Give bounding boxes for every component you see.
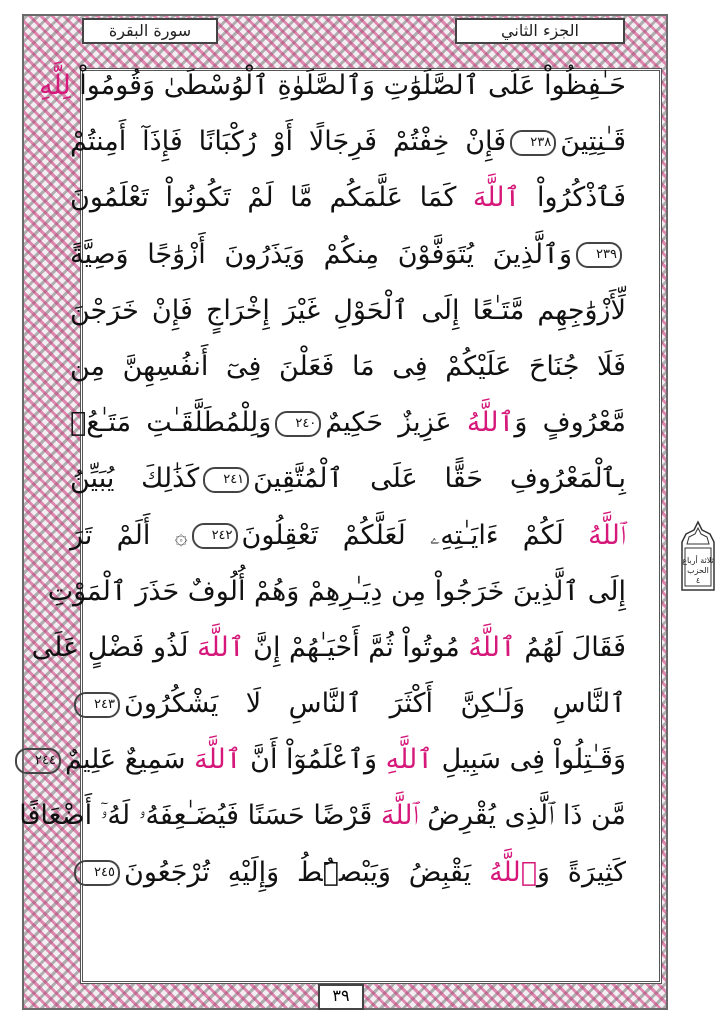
divine-name: ٱللَّهِ <box>385 744 434 776</box>
verse-line <box>70 508 626 564</box>
verse-line <box>19 788 626 844</box>
divine-name: ٱللَّهَ <box>472 182 521 214</box>
verse-text: حَـٰفِظُواْ عَلَى ٱلصَّلَوَٰتِ وَٱلصَّلَوٰةِ ٱلْوُسْطَىٰ وَقُومُواْ <box>70 70 626 101</box>
verse-line <box>35 732 626 788</box>
hizb-line2: الحزب <box>687 566 709 575</box>
verse-line <box>47 564 626 620</box>
divine-name: ٱللَّهُ <box>466 407 515 439</box>
ayah-number-marker: ٢٣٨ <box>510 130 556 156</box>
ayah-number-marker: ٢٤٤ <box>15 748 61 774</box>
verse-text: سَمِيعٌ عَلِيمٌ <box>65 744 195 776</box>
verse-line <box>70 114 626 170</box>
verse-text: مَّن ذَا ٱلَّذِى يُقْرِضُ <box>418 800 626 832</box>
ayah-number-marker: ٢٤٣ <box>74 692 120 718</box>
verse-text: لِّأَزْوَٰجِهِم مَّتَـٰعًا إِلَى ٱلْحَوْلِ غَيْرَ إِخْرَاجٍ فَإِنْ خَرَجْنَ <box>70 294 626 326</box>
verse-text: قَرْضًا حَسَنًا فَيُضَـٰعِفَهُۥ لَهُۥٓ أَضْعَافًا <box>19 800 381 832</box>
juz-title: الجزء الثاني <box>501 21 579 40</box>
verse-text: يَقْبِضُ وَيَبْصُۜطُ وَإِلَيْهِ تُرْجَعُونَ <box>124 856 490 888</box>
divine-name: ٱللَّهَ <box>197 631 245 663</box>
divine-name: ٱللَّهَ <box>194 744 242 776</box>
juz-title-box <box>455 18 625 44</box>
ayah-number-marker: ٢٤١ <box>203 467 249 493</box>
verse-text: أَلَمْ تَرَ <box>70 519 175 551</box>
rub-el-hizb-icon: ۞ <box>174 524 188 550</box>
ayah-number-marker: ٢٤٥ <box>74 860 120 886</box>
verse-line <box>70 451 626 507</box>
hizb-line3: ٤ <box>695 576 701 585</box>
verse-line <box>70 676 626 732</box>
verse-line <box>70 170 626 226</box>
verse-text: وَٱلَّذِينَ يُتَوَفَّوْنَ مِنكُمْ وَيَذَرُونَ أَزْوَٰجًا وَصِيَّةً <box>70 238 572 270</box>
divine-name: ٱللَّهُ <box>489 856 537 888</box>
verse-line <box>70 227 626 283</box>
verse-text: عَزِيزٌ حَكِيمٌ <box>325 407 467 439</box>
surah-title: سورة البقرة <box>108 21 192 40</box>
verse-text: فَقَالَ لَهُمُ <box>515 631 626 663</box>
verse-text: وَٱعْلَمُوٓاْ أَنَّ <box>241 744 386 776</box>
divine-name: ٱللَّهَ <box>380 800 419 832</box>
hizb-marker <box>676 520 720 600</box>
divine-name: ٱللَّهُ <box>588 519 626 551</box>
verse-text: لَكُمْ ءَايَـٰتِهِۦ لَعَلَّكُمْ تَعْقِلُونَ <box>241 519 589 551</box>
surah-title-box <box>82 18 218 44</box>
verse-line <box>31 620 626 676</box>
quran-text <box>19 58 626 958</box>
ayah-number-marker: ٢٤٢ <box>192 523 238 549</box>
verse-text: كَثِيرَةً وَ <box>536 856 626 888</box>
verse-text: فَٱذْكُرُواْ <box>520 182 626 214</box>
verse-line <box>70 845 626 901</box>
verse-text: كَمَا عَلَّمَكُم مَّا لَمْ تَكُونُواْ تَعْلَمُونَ <box>70 182 473 214</box>
verse-line <box>70 339 626 395</box>
ayah-number-marker: ٢٣٩ <box>576 242 622 268</box>
verse-line <box>70 283 626 339</box>
verse-text: لَذُو فَضْلٍ عَلَى <box>31 631 198 663</box>
verse-text: مَّعْرُوفٍ وَ <box>514 407 626 439</box>
verse-text: كَذَٰلِكَ يُبَيِّنُ <box>70 463 200 495</box>
verse-text: ٱلنَّاسِ وَلَـٰكِنَّ أَكْثَرَ ٱلنَّاسِ لَا يَشْكُرُونَ <box>124 688 626 720</box>
ayah-number-marker: ٢٤٠ <box>275 411 321 437</box>
verse-text: فَإِنْ خِفْتُمْ فَرِجَالًا أَوْ رُكْبَانًا فَإِذَآ أَمِنتُمْ <box>70 126 507 158</box>
verse-text: بِٱلْمَعْرُوفِ حَقًّا عَلَى ٱلْمُتَّقِينَ <box>253 463 626 495</box>
verse-text: فَلَا جُنَاحَ عَلَيْكُمْ فِى مَا فَعَلْنَ فِىٓ أَنفُسِهِنَّ مِن <box>70 350 626 382</box>
verse-line <box>39 58 626 114</box>
verse-text: وَلِلْمُطَلَّقَـٰتِ مَتَـٰعُۢ <box>70 407 272 439</box>
divine-name: ٱللَّهُ <box>468 631 516 663</box>
hizb-line1: ثلاثة أرباع <box>682 556 714 565</box>
verse-text: مُوتُواْ ثُمَّ أَحْيَـٰهُمْ إِنَّ <box>244 631 469 663</box>
verse-text: قَـٰنِتِينَ <box>560 126 626 158</box>
verse-line <box>70 395 626 451</box>
page-number: ٣٩ <box>318 984 364 1010</box>
verse-text: إِلَى ٱلَّذِينَ خَرَجُواْ مِن دِيَـٰرِهِمْ وَهُمْ أُلُوفٌ حَذَرَ ٱلْمَوْتِ <box>47 575 626 607</box>
verse-text: وَقَـٰتِلُواْ فِى سَبِيلِ <box>433 744 626 776</box>
divine-name: لِلَّهِ <box>39 70 71 101</box>
